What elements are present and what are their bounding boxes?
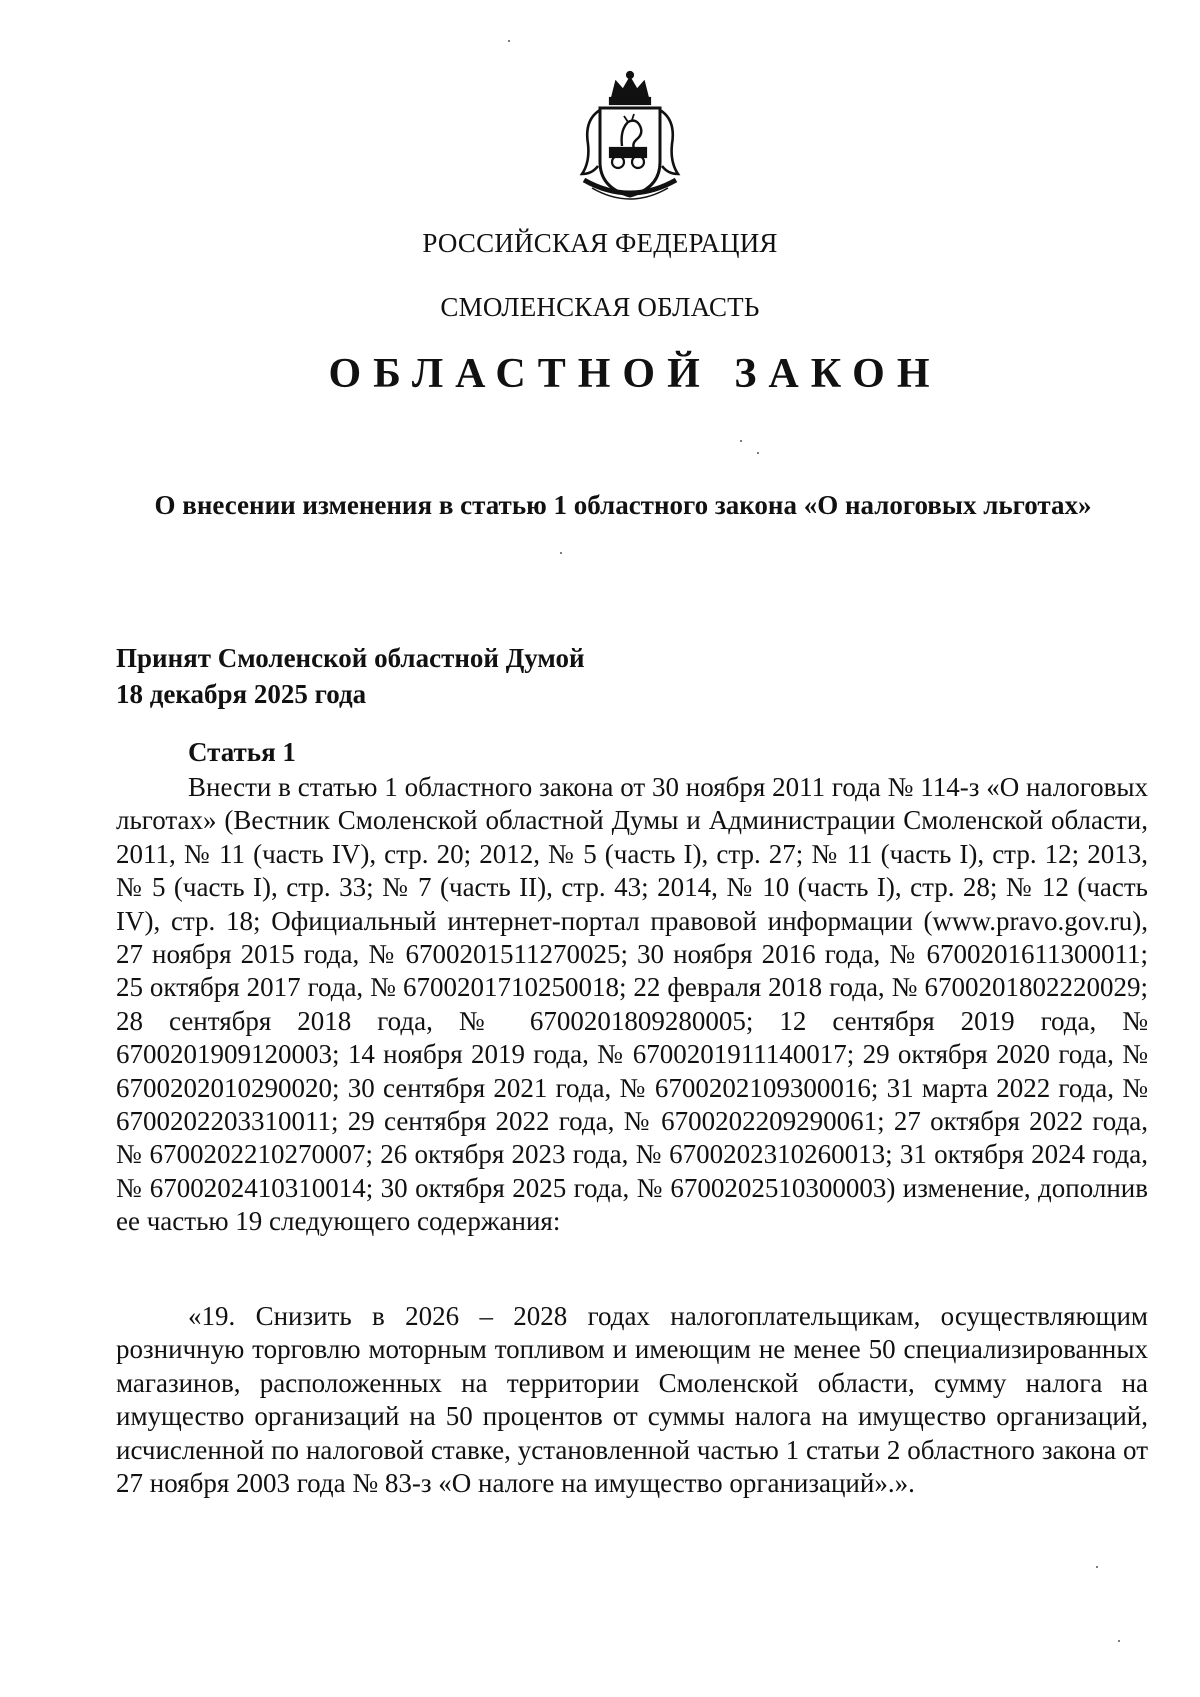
article-heading: Статья 1 [188, 737, 296, 767]
scan-speck [560, 552, 562, 554]
country-heading: РОССИЙСКАЯ ФЕДЕРАЦИЯ [422, 228, 778, 258]
law-title: О внесении изменения в статью 1 областного закона «О налоговых льготах» [154, 490, 1092, 520]
adoption-block [116, 640, 585, 712]
adopted-by: Принят Смоленской областной Думой [116, 643, 585, 673]
article-paragraph: Внести в статью 1 областного закона от 30 ноября 2011 года № 114-з «О налоговых льготах» (Вестник Смоленской областной Думы и Администрации Смоленской области, 2011, № 11 (часть IV), стр. 20; 2012, № 5 (часть I), стр. 27; № 11 (часть I), стр. 12; 2013, № 5 (часть I), стр. 33; № 7 (часть II), стр. 43; 2014, № 10 (часть I), стр. 28; № 12 (часть IV), стр. 18; Официальный интернет-портал правовой информации (www.pravo.gov.ru), 27 ноября 2015 года, № 6700201511270025; 30 ноября 2016 года, № 6700201611300011; 25 октября 2017 года, № 6700201710250018; 22 февраля 2018 года, № 6700201802220029; 28 сентября 2018 года, № 6700201809280005; 12 сентября 2019 года, № 6700201909120003; 14 ноября 2019 года, № 6700201911140017; 29 октября 2020 года, № 6700202010290020; 30 сентября 2021 года, № 6700202109300016; 31 марта 2022 года, № 6700202203310011; 29 сентября 2022 года, № 6700202209290061; 27 октября 2022 года, № 6700202210270007; 26 октября 2023 года, № 6700202310260013; 31 октября 2024 года, № 6700202410310014; 30 октября 2025 года, № 6700202510300003) изменение, дополнив ее частью 19 следующего содержания: [116, 772, 1148, 1237]
region-heading: СМОЛЕНСКАЯ ОБЛАСТЬ [440, 292, 760, 322]
scan-speck [1096, 1566, 1098, 1568]
scan-speck [757, 452, 759, 454]
article-paragraph: «19. Снизить в 2026 – 2028 годах налогоплательщикам, осуществляющим розничную торговлю моторным топливом и имеющим не менее 50 специализированных магазинов, расположенных на территории Смоленской области, сумму налога на имущество организаций на 50 процентов от суммы налога на имущество организаций, исчисленной по налоговой ставке, установленной частью 1 статьи 2 областного закона от 27 ноября 2003 года № 83-з «О налоге на имущество организаций».». [116, 1301, 1148, 1499]
law-kind-heading: ОБЛАСТНОЙ ЗАКОН [328, 351, 942, 397]
smolensk-coat-of-arms-icon [570, 70, 690, 210]
scan-speck [740, 440, 742, 442]
scan-speck [1118, 1640, 1120, 1642]
adopted-date: 18 декабря 2025 года [116, 679, 367, 709]
scan-speck [508, 40, 510, 42]
